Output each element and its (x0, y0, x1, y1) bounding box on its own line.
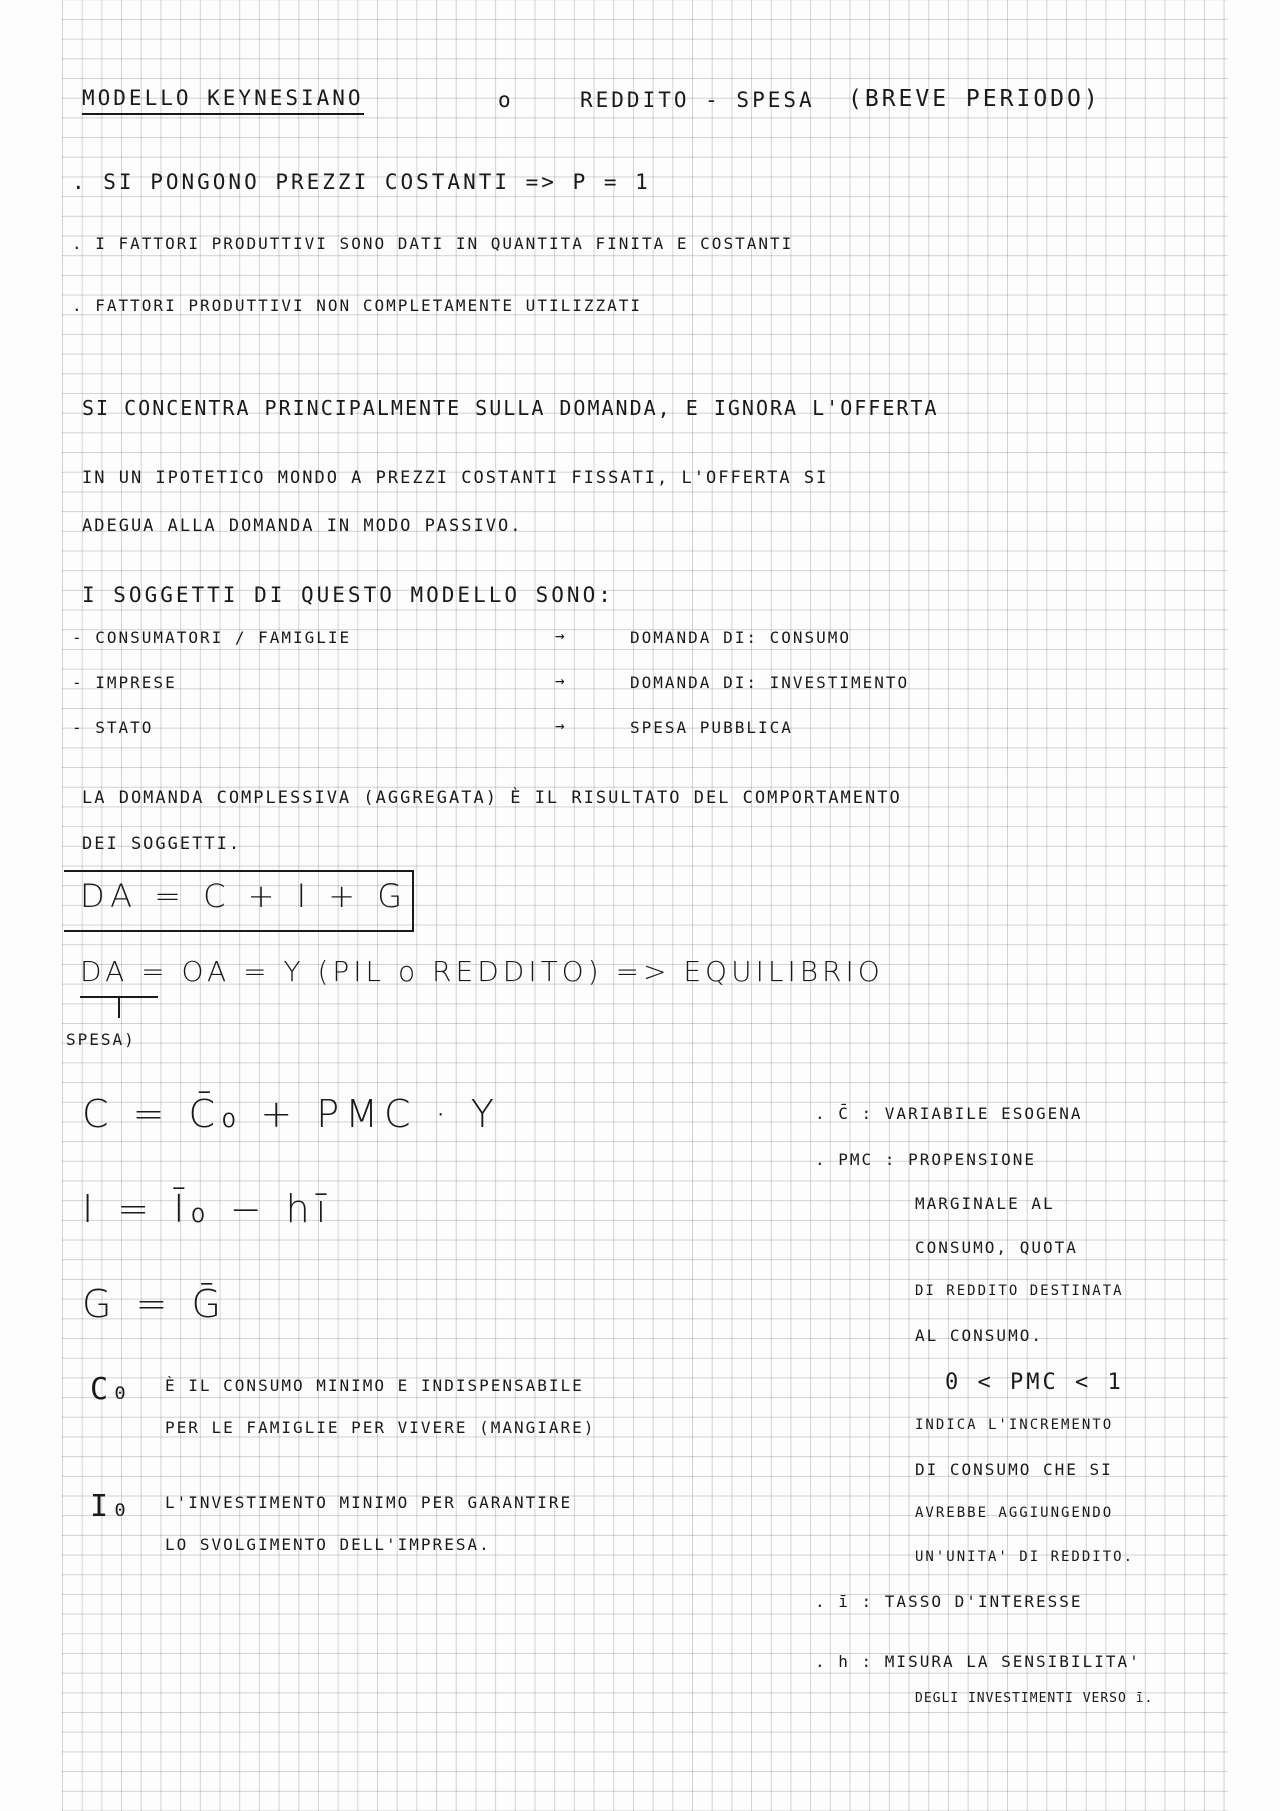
formula-government: G = Ḡ (82, 1282, 227, 1326)
def-right-1: . C̄ : VARIABILE ESOGENA (815, 1104, 1083, 1123)
def-right-12: . ī : TASSO D'INTERESSE (815, 1592, 1083, 1611)
subjects-heading: I SOGGETTI DI QUESTO MODELLO SONO: (82, 583, 614, 607)
subject-right-2: DOMANDA DI: INVESTIMENTO (630, 673, 910, 692)
subject-left-2: - IMPRESE (72, 673, 177, 692)
def-right-13: . h : MISURA LA SENSIBILITA' (815, 1652, 1141, 1671)
def-i0-line-2: LO SVOLGIMENTO DELL'IMPRESA. (165, 1535, 491, 1554)
spesa-note: SPESA) (66, 1030, 136, 1049)
title-subtitle: REDDITO - SPESA (580, 88, 815, 112)
subject-right-3: SPESA PUBBLICA (630, 718, 793, 737)
formula-da: DA = C + I + G (80, 877, 409, 915)
def-right-8: INDICA L'INCREMENTO (915, 1417, 1114, 1433)
def-c0-line-1: È IL CONSUMO MINIMO E INDISPENSABILE (165, 1376, 584, 1395)
focus-statement: SI CONCENTRA PRINCIPALMENTE SULLA DOMANDA, E IGNORA L'OFFERTA (82, 396, 939, 420)
aggregate-line-1: LA DOMANDA COMPLESSIVA (AGGREGATA) È IL RISULTATO DEL COMPORTAMENTO (82, 788, 902, 808)
title-period: (BREVE PERIODO) (848, 86, 1101, 112)
formula-consumption: C = C̄₀ + PMC · Y (82, 1092, 500, 1136)
def-right-14: DEGLI INVESTIMENTI VERSO ī. (915, 1691, 1154, 1706)
def-right-4: CONSUMO, QUOTA (915, 1238, 1078, 1257)
hypothesis-line-2: ADEGUA ALLA DOMANDA IN MODO PASSIVO. (82, 516, 523, 536)
subject-left-1: - CONSUMATORI / FAMIGLIE (72, 628, 352, 647)
subject-left-3: - STATO (72, 718, 154, 737)
def-right-3: MARGINALE AL (915, 1194, 1055, 1213)
def-right-11: UN'UNITA' DI REDDITO. (915, 1549, 1135, 1565)
aggregate-line-2: DEI SOGGETTI. (82, 834, 242, 854)
def-right-5: DI REDDITO DESTINATA (915, 1283, 1124, 1299)
title: MODELLO KEYNESIANO (82, 88, 364, 115)
def-i0-line-1: L'INVESTIMENTO MINIMO PER GARANTIRE (165, 1493, 573, 1512)
formula-investment: I = Ī₀ − hī (82, 1187, 333, 1231)
hypothesis-line-1: IN UN IPOTETICO MONDO A PREZZI COSTANTI FISSATI, L'OFFERTA SI (82, 468, 829, 488)
formula-equilibrium: DA = OA = Y (PIL o REDDITO) => EQUILIBRIO (80, 955, 884, 988)
def-right-9: DI CONSUMO CHE SI (915, 1460, 1113, 1479)
equilibrium-pointer (118, 996, 120, 1018)
def-right-6: AL CONSUMO. (915, 1326, 1043, 1345)
def-right-7: 0 < PMC < 1 (945, 1370, 1124, 1395)
def-c0-line-2: PER LE FAMIGLIE PER VIVERE (MANGIARE) (165, 1418, 596, 1437)
title-connector: o (498, 88, 514, 112)
subject-arrow-1: → (555, 626, 567, 645)
subject-arrow-3: → (555, 716, 567, 735)
assumption-2: . I FATTORI PRODUTTIVI SONO DATI IN QUANTITA FINITA E COSTANTI (72, 234, 794, 253)
def-right-2: . PMC : PROPENSIONE (815, 1150, 1037, 1169)
subject-right-1: DOMANDA DI: CONSUMO (630, 628, 852, 647)
symbol-c0: C₀ (90, 1372, 133, 1407)
assumption-1: . SI PONGONO PREZZI COSTANTI => P = 1 (72, 170, 651, 194)
def-right-10: AVREBBE AGGIUNGENDO (915, 1505, 1114, 1521)
symbol-i0: I₀ (90, 1489, 133, 1524)
subject-arrow-2: → (555, 671, 567, 690)
assumption-3: . FATTORI PRODUTTIVI NON COMPLETAMENTE UTILIZZATI (72, 296, 643, 315)
